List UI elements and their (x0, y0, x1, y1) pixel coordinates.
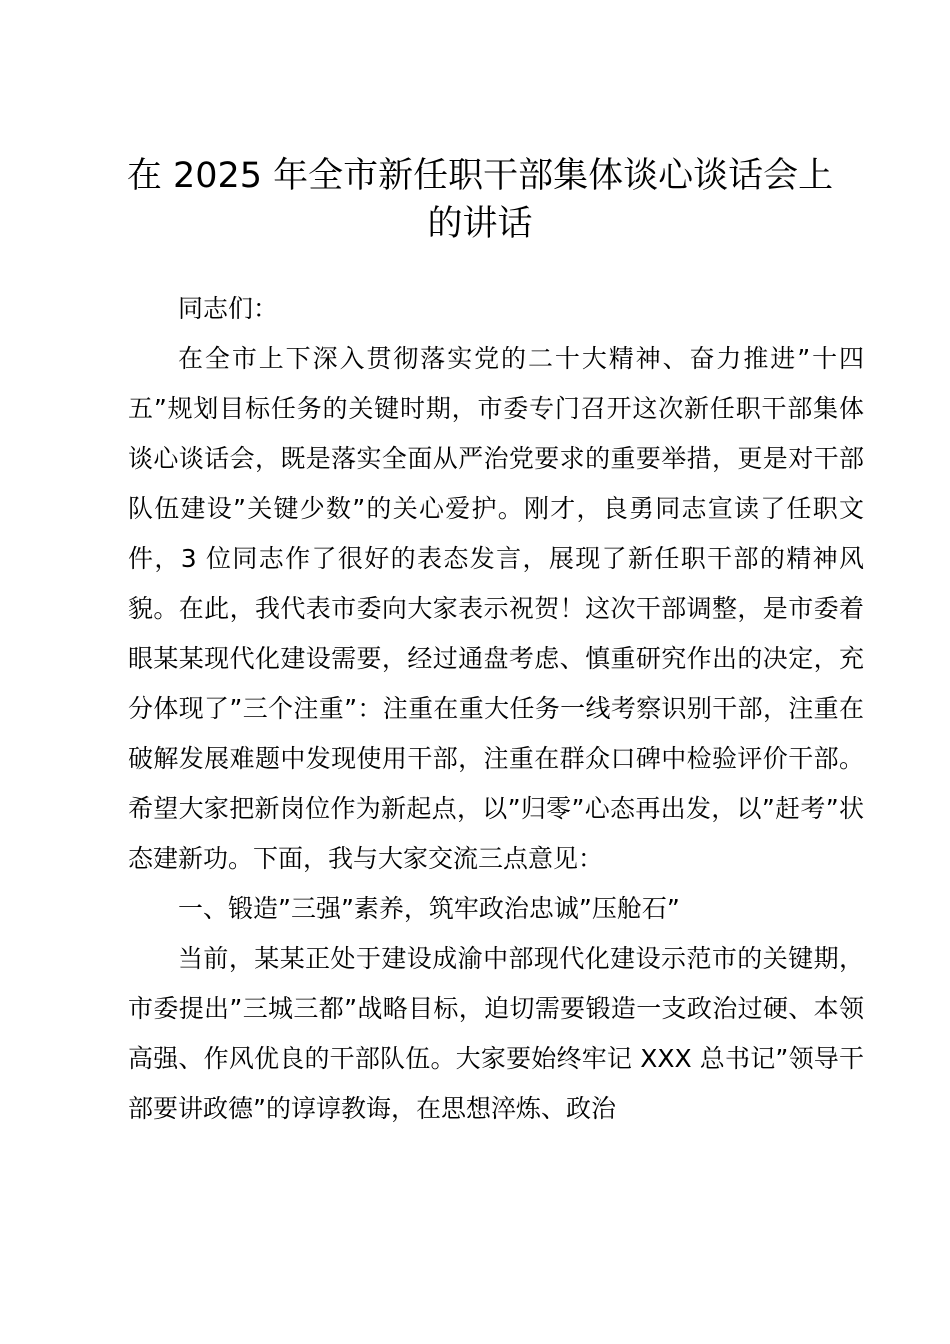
document-title: 在 2025 年全市新任职干部集体谈心谈话会上的讲话 (126, 156, 834, 244)
section-paragraph: 当前，某某正处于建设成渝中部现代化建设示范市的关键期，市委提出”三城三都”战略目标，迫切需要锻造一支政治过硬、本领高强、作风优良的干部队伍。大家要始终牢记 XXX 总书记”领导干部要讲政德”的谆谆教诲，在思想淬炼、政治 (128, 944, 864, 1123)
document-body (128, 284, 864, 1134)
section-heading: 一、锻造”三强”素养，筑牢政治忠诚”压舱石” (178, 894, 680, 923)
intro-paragraph: 在全市上下深入贯彻落实党的二十大精神、奋力推进”十四五”规划目标任务的关键时期，市委专门召开这次新任职干部集体谈心谈话会，既是落实全面从严治党要求的重要举措，更是对干部队伍建设”关键少数”的关心爱护。刚才，良勇同志宣读了任职文件，3 位同志作了很好的表态发言，展现了新任职干部的精神风貌。在此，我代表市委向大家表示祝贺！这次干部调整，是市委着眼某某现代化建设需要，经过通盘考虑、慎重研究作出的决定，充分体现了”三个注重”：注重在重大任务一线考察识别干部，注重在破解发展难题中发现使用干部，注重在群众口碑中检验评价干部。希望大家把新岗位作为新起点，以”归零”心态再出发，以”赶考”状态建新功。下面，我与大家交流三点意见： (128, 344, 864, 873)
salutation: 同志们： (178, 294, 279, 323)
